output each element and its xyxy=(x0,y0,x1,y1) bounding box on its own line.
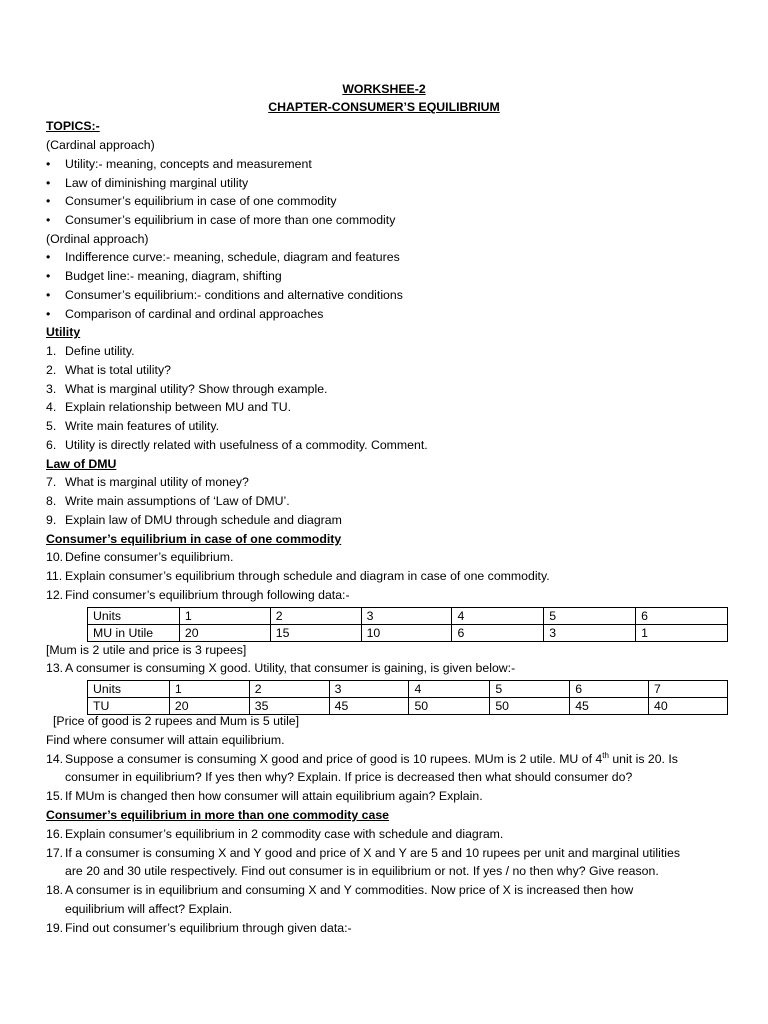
table-cell: 2 xyxy=(270,608,361,625)
question-continuation: consumer in equilibrium? If yes then why? Explain. If price is decreased then what should consumer do? xyxy=(65,770,633,784)
table-cell: 10 xyxy=(361,625,452,642)
worksheet-title: WORKSHEE-2 xyxy=(342,82,426,96)
question-number: 7. xyxy=(46,475,57,489)
question-number: 5. xyxy=(46,419,57,433)
topic-item xyxy=(46,212,395,229)
question-number: 15. xyxy=(46,789,64,803)
question-text: Define utility. xyxy=(65,344,135,358)
table-row xyxy=(88,608,728,625)
table-cell: 1 xyxy=(636,625,728,642)
question-text: What is marginal utility? Show through example. xyxy=(65,382,328,396)
question-number: 17. xyxy=(46,846,64,860)
table-row xyxy=(88,625,728,642)
table-cell: 50 xyxy=(490,698,570,715)
bullet-icon: • xyxy=(46,250,51,264)
question-item xyxy=(46,418,219,435)
question-number: 4. xyxy=(46,400,57,414)
question-number: 2. xyxy=(46,363,57,377)
question-text: Explain consumer’s equilibrium in 2 commodity case with schedule and diagram. xyxy=(65,827,504,841)
table-cell: 40 xyxy=(649,698,728,715)
table-cell: 6 xyxy=(452,625,544,642)
table-row xyxy=(88,698,728,715)
bullet-icon: • xyxy=(46,288,51,302)
question-text: If a consumer is consuming X and Y good and price of X and Y are 5 and 10 rupees per unit and marginal utilities xyxy=(65,846,681,860)
topic-item xyxy=(46,249,400,266)
question-item xyxy=(46,493,290,510)
topic-text: Utility:- meaning, concepts and measurement xyxy=(65,157,312,171)
dmu-heading: Law of DMU xyxy=(46,457,117,471)
table-cell: 4 xyxy=(452,608,544,625)
table-cell: 3 xyxy=(361,608,452,625)
table-cell: 6 xyxy=(636,608,728,625)
question-text: Suppose a consumer is consuming X good and price of good is 10 rupees. MUm is 2 utile. MU of 4 xyxy=(65,752,603,766)
question-text: unit is 20. Is xyxy=(608,752,678,766)
question-continuation: equilibrium will affect? Explain. xyxy=(65,902,233,916)
superscript: th xyxy=(602,750,609,760)
question-text: Explain consumer’s equilibrium through schedule and diagram in case of one commodity. xyxy=(65,569,550,583)
topic-text: Consumer’s equilibrium:- conditions and alternative conditions xyxy=(65,288,403,302)
table-cell: 5 xyxy=(490,681,570,698)
table-cell: 20 xyxy=(169,698,249,715)
question-number: 9. xyxy=(46,513,57,527)
chapter-title: CHAPTER-CONSUMER’S EQUILIBRIUM xyxy=(268,100,500,114)
question-text: If MUm is changed then how consumer will attain equilibrium again? Explain. xyxy=(65,789,483,803)
question-text: What is marginal utility of money? xyxy=(65,475,249,489)
question-item xyxy=(46,882,633,899)
question-item xyxy=(46,751,678,768)
table-cell: 45 xyxy=(570,698,649,715)
question-number: 8. xyxy=(46,494,57,508)
table-cell: 3 xyxy=(544,625,636,642)
table-note: [Price of good is 2 rupees and Mum is 5 utile] xyxy=(53,714,300,728)
topic-text: Budget line:- meaning, diagram, shifting xyxy=(65,269,282,283)
table-cell: 4 xyxy=(409,681,490,698)
question-text: A consumer is consuming X good. Utility, that consumer is gaining, is given below:- xyxy=(65,661,516,675)
ordinal-label: (Ordinal approach) xyxy=(46,232,149,246)
table-cell: 7 xyxy=(649,681,728,698)
table-cell: 6 xyxy=(570,681,649,698)
question-text: A consumer is in equilibrium and consuming X and Y commodities. Now price of X is increased then how xyxy=(65,883,634,897)
question-item xyxy=(46,399,291,416)
question-item xyxy=(46,920,352,937)
question-item xyxy=(46,381,327,398)
table-cell: Units xyxy=(88,608,180,625)
question-text: What is total utility? xyxy=(65,363,171,377)
question-text: Find consumer’s equilibrium through following data:- xyxy=(65,588,350,602)
table-cell: 1 xyxy=(169,681,249,698)
topic-item xyxy=(46,287,403,304)
bullet-icon: • xyxy=(46,307,51,321)
question-item xyxy=(46,788,483,805)
question-number: 10. xyxy=(46,550,64,564)
question-text: Utility is directly related with usefulness of a commodity. Comment. xyxy=(65,438,428,452)
question-continuation: are 20 and 30 utile respectively. Find out consumer is in equilibrium or not. If yes / no then why? Give reason. xyxy=(65,864,659,878)
bullet-icon: • xyxy=(46,157,51,171)
question-item xyxy=(46,845,680,862)
mu-data-table xyxy=(87,607,728,642)
question-number: 6. xyxy=(46,438,57,452)
question-text: Explain relationship between MU and TU. xyxy=(65,400,292,414)
cardinal-label: (Cardinal approach) xyxy=(46,138,155,152)
bullet-icon: • xyxy=(46,269,51,283)
question-number: 14. xyxy=(46,752,64,766)
question-number: 11. xyxy=(46,569,63,583)
question-number: 12. xyxy=(46,588,64,602)
question-item xyxy=(46,437,428,454)
bullet-icon: • xyxy=(46,194,51,208)
bullet-icon: • xyxy=(46,176,51,190)
table-cell: 1 xyxy=(179,608,270,625)
question-text: Explain law of DMU through schedule and diagram xyxy=(65,513,342,527)
tu-data-table xyxy=(87,680,728,715)
topic-item xyxy=(46,306,323,323)
table-cell: 45 xyxy=(329,698,409,715)
table-cell: 15 xyxy=(270,625,361,642)
table-cell: Units xyxy=(88,681,170,698)
topic-item xyxy=(46,175,248,192)
topic-item xyxy=(46,156,312,173)
topic-text: Comparison of cardinal and ordinal approaches xyxy=(65,307,324,321)
question-item xyxy=(46,474,249,491)
topic-text: Consumer’s equilibrium in case of more than one commodity xyxy=(65,213,396,227)
question-item xyxy=(46,362,171,379)
one-commodity-heading: Consumer’s equilibrium in case of one commodity xyxy=(46,532,342,546)
topic-item xyxy=(46,268,282,285)
bullet-icon: • xyxy=(46,213,51,227)
question-item xyxy=(46,512,342,529)
question-item xyxy=(46,826,503,843)
question-number: 19. xyxy=(46,921,64,935)
instruction-text: Find where consumer will attain equilibrium. xyxy=(46,733,285,747)
table-cell: MU in Utile xyxy=(88,625,180,642)
table-cell: 2 xyxy=(249,681,329,698)
topic-text: Indifference curve:- meaning, schedule, diagram and features xyxy=(65,250,400,264)
table-cell: 35 xyxy=(249,698,329,715)
question-number: 13. xyxy=(46,661,64,675)
question-item xyxy=(46,568,550,585)
question-number: 3. xyxy=(46,382,57,396)
topic-item xyxy=(46,193,337,210)
question-number: 1. xyxy=(46,344,57,358)
table-cell: TU xyxy=(88,698,170,715)
question-item xyxy=(46,587,350,604)
table-cell: 20 xyxy=(179,625,270,642)
topics-heading: TOPICS:- xyxy=(46,119,100,133)
topic-text: Law of diminishing marginal utility xyxy=(65,176,249,190)
question-number: 18. xyxy=(46,883,64,897)
question-text: Define consumer’s equilibrium. xyxy=(65,550,234,564)
question-number: 16. xyxy=(46,827,64,841)
utility-heading: Utility xyxy=(46,325,81,339)
question-text: Write main assumptions of ‘Law of DMU’. xyxy=(65,494,290,508)
question-item xyxy=(46,343,134,360)
more-commodity-heading: Consumer’s equilibrium in more than one commodity case xyxy=(46,808,390,822)
question-item xyxy=(46,549,233,566)
table-row xyxy=(88,681,728,698)
table-cell: 50 xyxy=(409,698,490,715)
table-cell: 3 xyxy=(329,681,409,698)
table-note: [Mum is 2 utile and price is 3 rupees] xyxy=(46,643,247,657)
topic-text: Consumer’s equilibrium in case of one commodity xyxy=(65,194,337,208)
question-text: Write main features of utility. xyxy=(65,419,219,433)
table-cell: 5 xyxy=(544,608,636,625)
question-text: Find out consumer’s equilibrium through given data:- xyxy=(65,921,352,935)
question-item xyxy=(46,660,515,677)
